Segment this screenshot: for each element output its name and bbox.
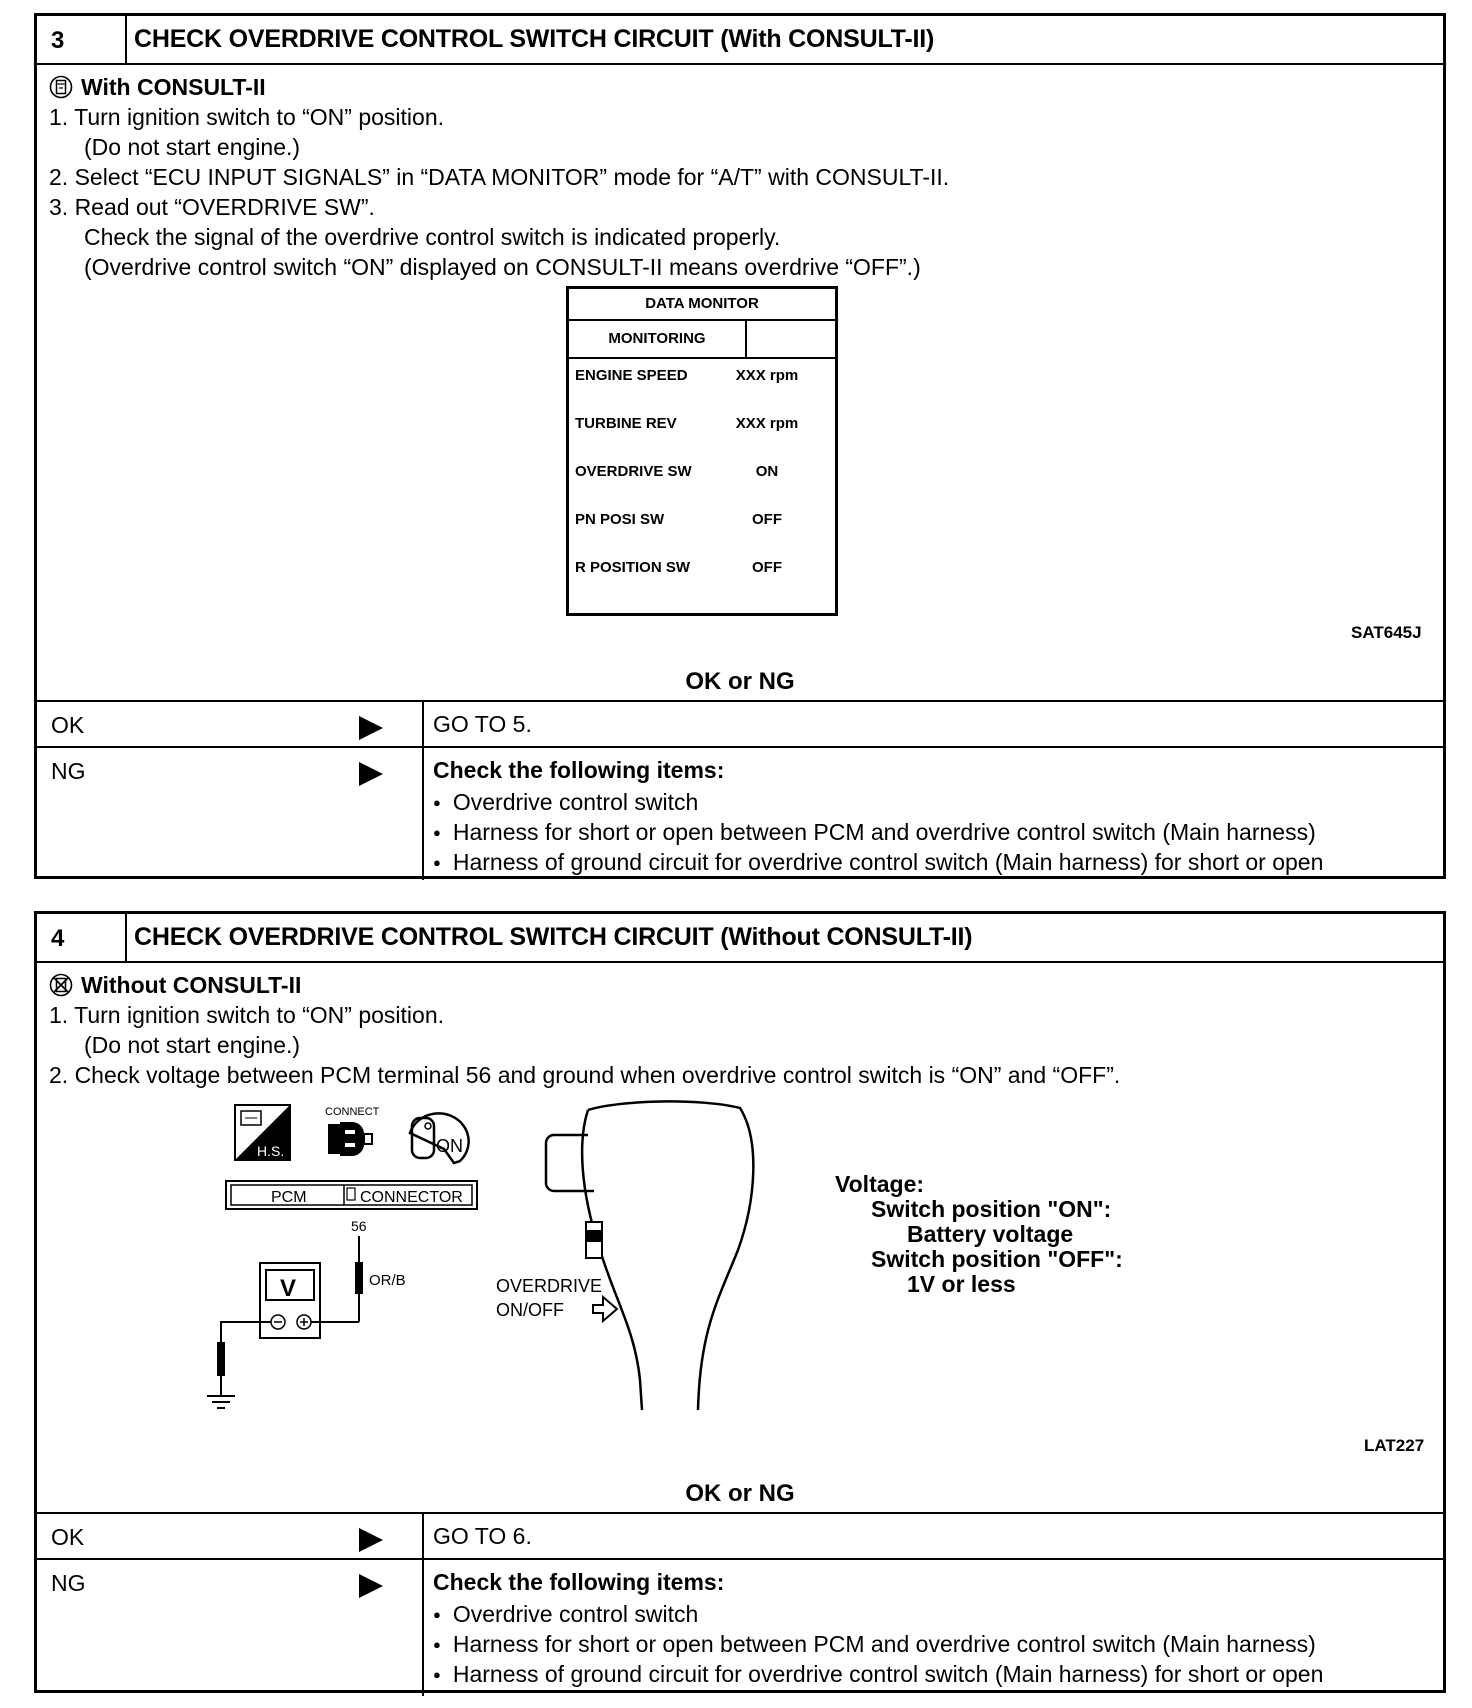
step-number: 4 — [51, 925, 65, 952]
ng-item: ● Harness for short or open between PCM and overdrive control switch (Main harness) — [433, 1629, 1323, 1659]
instruction-line: 1. Turn ignition switch to “ON” position. — [49, 1002, 444, 1028]
instruction-line: (Overdrive control switch “ON” displayed on CONSULT-II means overdrive “OFF”.) — [84, 254, 921, 280]
monitor-item-name: OVERDRIVE SW — [575, 463, 692, 480]
connector-icon — [328, 1122, 372, 1156]
monitor-item-value: XXX rpm — [735, 415, 799, 432]
ng-item: ● Harness of ground circuit for overdrive control switch (Main harness) for short or open — [433, 847, 1323, 877]
pcm-label: PCM — [271, 1189, 307, 1206]
switch-off-label: Switch position "OFF": — [871, 1246, 1123, 1272]
wire-color-label: OR/B — [369, 1272, 406, 1289]
step-title: CHECK OVERDRIVE CONTROL SWITCH CIRCUIT (With CONSULT-II) — [134, 25, 935, 53]
ng-item: ● Harness of ground circuit for overdrive control switch (Main harness) for short or open — [433, 1659, 1323, 1689]
monitor-item-name: PN POSI SW — [575, 511, 665, 528]
ng-heading: Check the following items: — [433, 1569, 725, 1595]
instruction-line: (Do not start engine.) — [84, 1032, 301, 1058]
monitoring-label: MONITORING — [569, 321, 747, 357]
ok-or-ng-caption: OK or NG — [685, 668, 795, 695]
ok-key: OK — [51, 712, 85, 738]
probe-icon — [355, 1262, 363, 1294]
instruction-line: Check the signal of the overdrive control switch is indicated properly. — [84, 224, 781, 250]
switch-label-1: OVERDRIVE — [496, 1276, 603, 1296]
connector-label: CONNECTOR — [360, 1189, 463, 1206]
ng-heading: Check the following items: — [433, 757, 725, 783]
mode-label: Without CONSULT-II — [81, 972, 302, 998]
monitor-item-name: TURBINE REV — [575, 415, 677, 432]
switch-on-label: Switch position "ON": — [871, 1196, 1112, 1222]
connect-label: CONNECT — [325, 1106, 380, 1118]
voltage-spec — [835, 1172, 1123, 1297]
monitor-item-name: R POSITION SW — [575, 559, 691, 576]
on-label: ON — [436, 1136, 463, 1156]
figure-reference: LAT227 — [1364, 1436, 1425, 1455]
instruction-line: 1. Turn ignition switch to “ON” position. — [49, 104, 444, 130]
ground-icon — [207, 1396, 235, 1408]
switch-label-2: ON/OFF — [496, 1300, 564, 1320]
ng-item: ● Harness for short or open between PCM and overdrive control switch (Main harness) — [433, 817, 1323, 847]
step-title: CHECK OVERDRIVE CONTROL SWITCH CIRCUIT (Without CONSULT-II) — [134, 923, 973, 951]
ok-key: OK — [51, 1524, 85, 1550]
ok-action: GO TO 5. — [433, 711, 532, 737]
mode-label: With CONSULT-II — [81, 74, 266, 100]
ng-item: ● Overdrive control switch — [433, 1599, 1323, 1629]
monitor-item-value: XXX rpm — [735, 367, 799, 384]
instruction-line: 2. Check voltage between PCM terminal 56 and ground when overdrive control switch is “ON” and “OFF”. — [49, 1062, 1121, 1088]
ok-action: GO TO 6. — [433, 1523, 532, 1549]
ng-key: NG — [51, 758, 86, 784]
ng-item: ● Overdrive control switch — [433, 787, 1323, 817]
figure-reference: SAT645J — [1351, 623, 1422, 642]
instruction-line: 2. Select “ECU INPUT SIGNALS” in “DATA MONITOR” mode for “A/T” with CONSULT-II. — [49, 164, 950, 190]
switch-off-value: 1V or less — [907, 1271, 1016, 1297]
instruction-line: 3. Read out “OVERDRIVE SW”. — [49, 194, 375, 220]
switch-on-value: Battery voltage — [907, 1221, 1074, 1247]
meter-label: V — [280, 1275, 297, 1302]
monitor-item-value: OFF — [752, 559, 782, 576]
shift-lever-icon — [546, 1101, 753, 1410]
voltage-heading: Voltage: — [835, 1171, 925, 1197]
monitor-item-value: ON — [755, 463, 779, 480]
terminal-slot-icon — [347, 1188, 355, 1200]
step-number: 3 — [51, 27, 65, 54]
terminal-number: 56 — [351, 1218, 367, 1234]
ok-or-ng-caption: OK or NG — [685, 1480, 795, 1507]
arrow-right-icon — [593, 1297, 617, 1321]
monitor-item-name: ENGINE SPEED — [575, 367, 688, 384]
hs-label: H.S. — [257, 1143, 285, 1159]
monitor-item-value: OFF — [752, 511, 782, 528]
data-monitor-title: DATA MONITOR — [569, 289, 835, 321]
instruction-line: (Do not start engine.) — [84, 134, 301, 160]
ng-key: NG — [51, 1570, 86, 1596]
